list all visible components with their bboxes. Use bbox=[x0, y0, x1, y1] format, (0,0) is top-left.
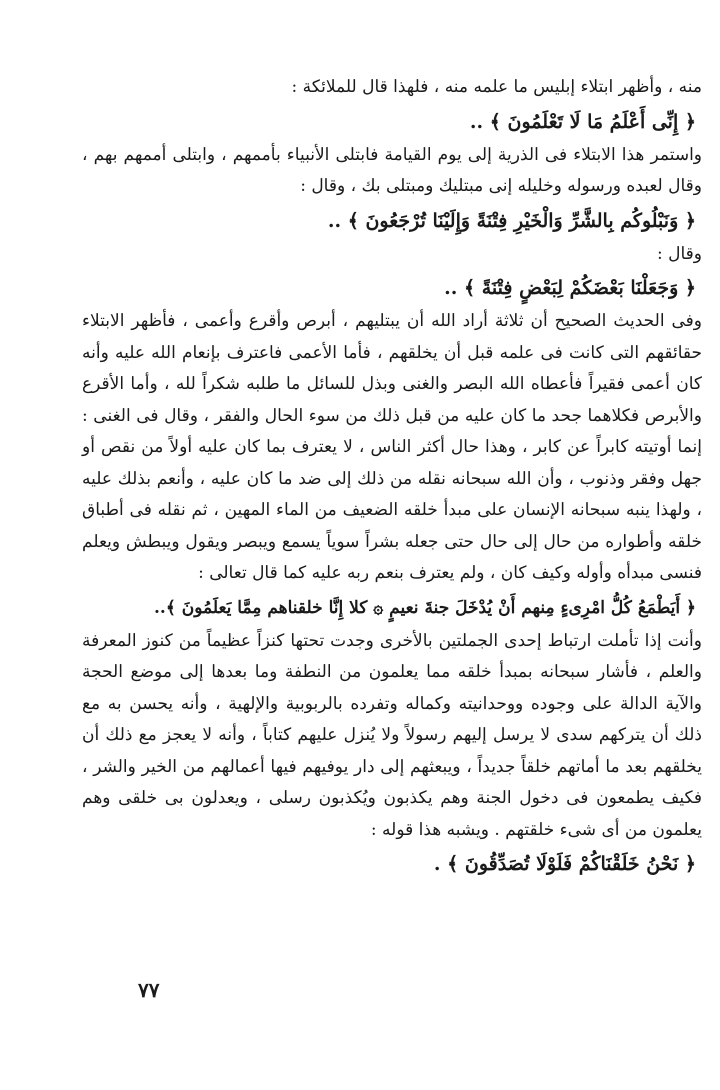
verse-suffix: . bbox=[433, 853, 448, 875]
verse-bracket-open: ﴿ bbox=[678, 277, 696, 299]
verse-bracket-close: ﴾ bbox=[347, 209, 366, 232]
verse-bracket-close: ﴾ bbox=[165, 597, 182, 618]
verse-bracket-close: ﴾ bbox=[489, 110, 508, 133]
verse-suffix: .. bbox=[469, 110, 490, 133]
verse-suffix: .. bbox=[444, 277, 464, 299]
verse-bracket-open: ﴿ bbox=[678, 110, 696, 133]
body-paragraph: واستمر هذا الابتلاء فى الذرية إلى يوم القيامة فابتلى الأنبياء بأممهم ، وابتلى أممهم بهم ، وقال لعبده ورسوله وخليله إنى مبتليك ومبتلى بك ، وقال : bbox=[82, 144, 702, 196]
verse-suffix: .. bbox=[327, 209, 348, 232]
body-paragraph: وأنت إذا تأملت ارتباط إحدى الجملتين بالأخرى وجدت تحتها كنزاً عظيماً من كنوز المعرفة والعلم ، فأشار سبحانه بمبدأ خلقه مما يعلمون من النطفة وما بعدها إلى موضع الحجة والآية الدالة على وجوده ووحدانيته وكماله وتفرده بالربوبية والإلهية ، وأنه يحسن به مع ذلك أن يتركهم سدى لا يرسل إليهم رسولاً ولا يُنزل عليهم كتاباً ، وأنه لا يعجز مع ذلك أن يخلقهم بعد ما أماتهم خلقاً جديداً ، ويبعثهم إلى دار يوفيهم فيها أعمالهم من الخير والشر ، فكيف يطمعون فى دخول الجنة وهم يكذبون ويُكذبون رسلى ، ويعدلون بى خلقى وهم يعلمون من أى شىء خلقتهم . ويشبه هذا قوله : bbox=[82, 630, 702, 840]
verse-suffix: .. bbox=[153, 597, 166, 618]
page-body bbox=[82, 72, 702, 882]
quran-verse bbox=[82, 270, 702, 306]
body-paragraph: منه ، وأظهر ابتلاء إبليس ما علمه منه ، فلهذا قال للملائكة : bbox=[291, 77, 702, 97]
verse-bracket-open: ﴿ bbox=[680, 597, 696, 618]
verse-text: نَحْنُ خَلَقْنَاكُمْ فَلَوْلَا تُصَدِّقُونَ bbox=[464, 853, 679, 875]
verse-text: وَجَعَلْنَا بَعْضَكُمْ لِبَعْضٍ فِتْنَةً bbox=[481, 277, 679, 299]
quran-verse bbox=[82, 846, 702, 882]
verse-bracket-open: ﴿ bbox=[678, 209, 696, 232]
quran-verse bbox=[82, 203, 702, 239]
verse-text: وَنَبْلُوكُم بِالشَّرِّ وَالْخَيْرِ فِتْنَةً وَإِلَيْنَا تُرْجَعُونَ bbox=[365, 209, 679, 232]
verse-bracket-close: ﴾ bbox=[447, 853, 465, 875]
verse-text: أَيَطْمَعُ كُلُّ امْرِىءٍ مِنهم أَنْ يُدْخَلَ جنةَ نعيمٍ ۞ كلا إِنَّا خلقناهم مِمَّا يَعلَمُونَ bbox=[181, 597, 681, 618]
body-paragraph: وفى الحديث الصحيح أن ثلاثة أراد الله أن يبتليهم ، أبرص وأقرع وأعمى ، فأظهر الابتلاء حقائقهم التى كانت فى علمه قبل أن يخلقهم ، فأما الأعمى فاعترف بإنعام الله عليه وأنه كان أعمى فقيراً فأعطاه الله البصر والغنى وبذل للسائل ما طلبه شكراً لله ، وأما الأقرع والأبرص فكلاهما جحد ما كان عليه من قبل ذلك من سوء الحال والفقر ، وقال فى الغنى : إنما أوتيته كابراً عن كابر ، وهذا حال أكثر الناس ، لا يعترف بما كان عليه أولاً من نقص أو جهل وفقر وذنوب ، وأن الله سبحانه نقله من ذلك إلى ضد ما كان عليه ، وأنعم بذلك عليه ، ولهذا ينبه سبحانه الإنسان على مبدأ خلقه الضعيف من الماء المهين ، ثم نقله فى أطباق خلقه وأطواره من حال إلى حال حتى جعله بشراً سوياً يسمع ويبصر ويقول ويبطش ويعلم فنسى مبدأه وأوله وكيف كان ، ولم يعترف بنعم ربه عليه كما قال تعالى : bbox=[82, 311, 702, 583]
verse-bracket-open: ﴿ bbox=[678, 853, 696, 875]
page-number: ٧٧ bbox=[138, 978, 160, 1002]
verse-bracket-close: ﴾ bbox=[463, 277, 482, 299]
quran-verse bbox=[82, 104, 702, 140]
lead-in-label: وقال : bbox=[657, 243, 702, 264]
verse-text: إِنِّى أَعْلَمُ مَا لَا تَعْلَمُونَ bbox=[507, 110, 679, 133]
quran-verse bbox=[82, 590, 702, 626]
